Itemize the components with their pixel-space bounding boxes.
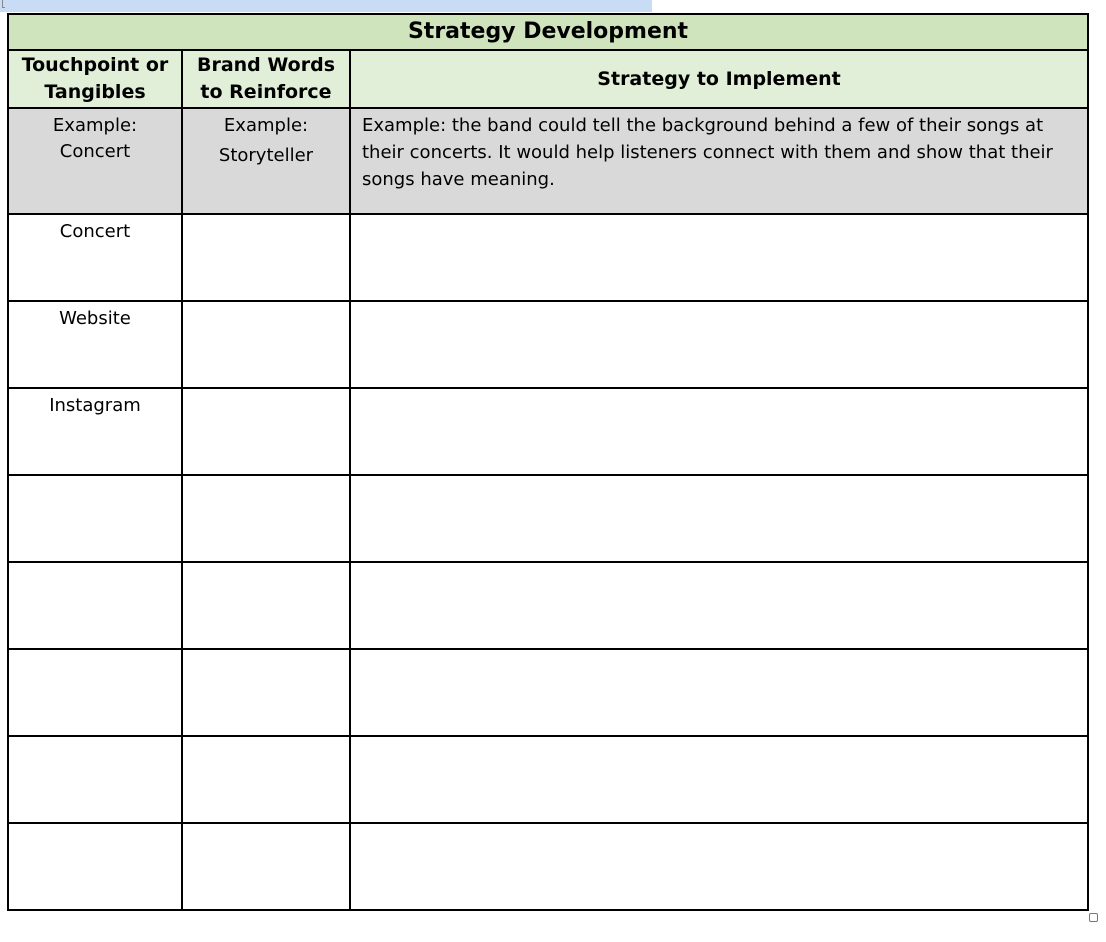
touchpoint-cell[interactable]: Website [8,301,182,388]
example-row [8,108,1088,214]
strategy-cell[interactable] [350,388,1088,475]
table-row [8,214,1088,301]
table-row [8,649,1088,736]
strategy-cell[interactable] [350,562,1088,649]
example-touchpoint-value: Concert [59,141,131,162]
strategy-cell[interactable] [350,301,1088,388]
touchpoint-cell[interactable] [8,736,182,823]
header-touchpoint-line-1: Touchpoint or [21,54,169,76]
strategy-development-table [7,13,1089,911]
brand-words-cell[interactable] [182,301,350,388]
header-brand-words[interactable] [182,50,350,108]
brand-words-cell[interactable] [182,388,350,475]
example-brand-words-label: Example: [223,115,309,136]
touchpoint-cell[interactable] [8,823,182,910]
table-row [8,736,1088,823]
selection-band [0,0,652,12]
touchpoint-cell[interactable]: Instagram [8,388,182,475]
table-title: Strategy Development [8,14,1088,50]
corner-crop-mark [2,0,5,8]
header-row [8,50,1088,108]
table-row [8,388,1088,475]
header-strategy[interactable]: Strategy to Implement [350,50,1088,108]
example-brand-words-cell[interactable] [182,108,350,214]
touchpoint-cell[interactable] [8,562,182,649]
strategy-cell[interactable] [350,214,1088,301]
table-resize-handle[interactable] [1089,913,1098,922]
header-brand-words-line-2: to Reinforce [200,81,332,103]
touchpoint-cell[interactable] [8,649,182,736]
brand-words-cell[interactable] [182,649,350,736]
example-strategy-cell[interactable]: Example: the band could tell the background behind a few of their songs at their concerts. It would help listeners connect with them and show that their songs have meaning. [350,108,1088,214]
brand-words-cell[interactable] [182,214,350,301]
header-brand-words-line-1: Brand Words [196,54,336,76]
brand-words-cell[interactable] [182,475,350,562]
table-row [8,475,1088,562]
title-row [8,14,1088,50]
brand-words-cell[interactable] [182,562,350,649]
header-touchpoint-line-2: Tangibles [44,81,146,103]
example-touchpoint-cell[interactable] [8,108,182,214]
brand-words-cell[interactable] [182,823,350,910]
example-brand-words-value: Storyteller [218,145,314,166]
example-touchpoint-label: Example: [52,115,138,136]
strategy-cell[interactable] [350,736,1088,823]
table-row [8,301,1088,388]
strategy-cell[interactable] [350,823,1088,910]
strategy-cell[interactable] [350,649,1088,736]
table-row [8,562,1088,649]
table-row [8,823,1088,910]
touchpoint-cell[interactable] [8,475,182,562]
strategy-cell[interactable] [350,475,1088,562]
touchpoint-cell[interactable]: Concert [8,214,182,301]
brand-words-cell[interactable] [182,736,350,823]
header-touchpoint[interactable] [8,50,182,108]
